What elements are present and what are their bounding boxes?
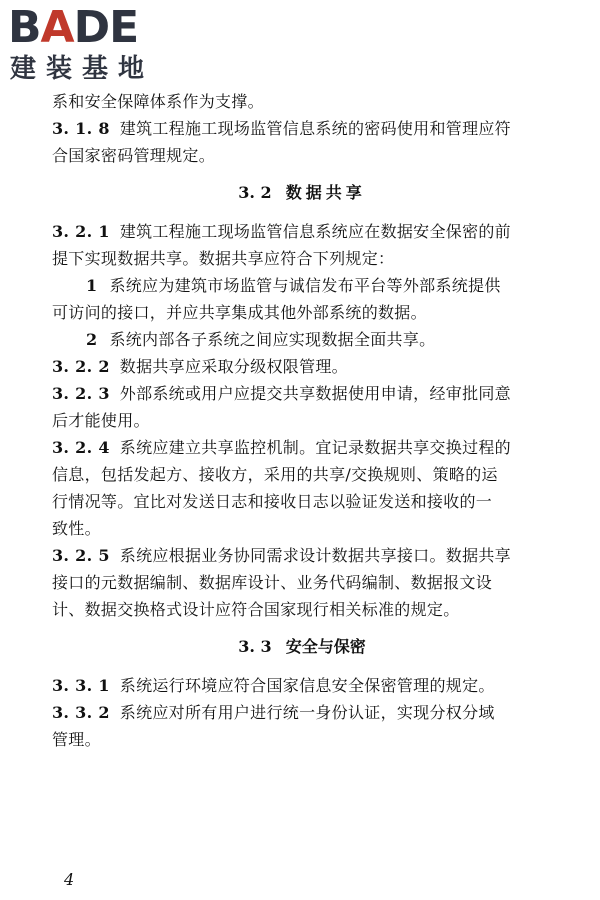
- logo-subtitle: 建装基地: [10, 54, 155, 84]
- section-title: 安全与保密: [285, 637, 366, 656]
- clause-3-2-3: [52, 380, 552, 434]
- clause-text: 接口的元数据编制、数据库设计、业务代码编制、数据报文设: [52, 573, 493, 592]
- logo-letter-b: B: [8, 2, 41, 53]
- clause-text: 提下实现数据共享。数据共享应符合下列规定：: [52, 249, 395, 268]
- clause-text: 信息，包括发起方、接收方，采用的共享/交换规则、策略的运: [52, 465, 498, 484]
- clause-number: 3. 2. 3: [52, 384, 110, 403]
- clause-text: 合国家密码管理规定。: [52, 146, 216, 165]
- document-body: [52, 88, 552, 753]
- clause-3-2-2: [52, 353, 552, 380]
- logo-wordmark: [8, 4, 138, 52]
- clause-number: 3. 3. 1: [52, 676, 110, 695]
- clause-number: 3. 1. 8: [52, 119, 110, 138]
- clause-text: 建筑工程施工现场监管信息系统应在数据安全保密的前: [119, 222, 511, 241]
- clause-3-3-2: [52, 699, 552, 753]
- section-heading-3-3: [52, 633, 552, 660]
- item-text: 系统应为建筑市场监管与诚信发布平台等外部系统提供: [109, 276, 501, 295]
- clause-text: 计、数据交换格式设计应符合国家现行相关标准的规定。: [52, 600, 460, 619]
- clause-3-1-8: [52, 115, 552, 169]
- item-text: 可访问的接口，并应共享集成其他外部系统的数据。: [52, 303, 427, 322]
- clause-text: 建筑工程施工现场监管信息系统的密码使用和管理应符: [119, 119, 511, 138]
- clause-text: 数据共享应采取分级权限管理。: [119, 357, 348, 376]
- page-number: 4: [64, 870, 75, 889]
- clause-number: 3. 2. 4: [52, 438, 110, 457]
- clause-3-2-4: [52, 434, 552, 542]
- clause-3-2-1: [52, 218, 552, 272]
- logo-letters-de: DE: [73, 2, 139, 53]
- clause-number: 3. 2. 1: [52, 222, 110, 241]
- item-number: 2: [86, 330, 98, 349]
- clause-text: 系统应建立共享监控机制。宜记录数据共享交换过程的: [119, 438, 511, 457]
- logo-letter-a: A: [40, 2, 74, 53]
- clause-3-2-5: [52, 542, 552, 623]
- clause-text: 系统运行环境应符合国家信息安全保密管理的规定。: [119, 676, 495, 695]
- section-title: 数据共享: [285, 183, 366, 202]
- clause-text: 系统应对所有用户进行统一身份认证，实现分权分域: [119, 703, 495, 722]
- list-item-1: [52, 272, 552, 326]
- item-number: 1: [86, 276, 98, 295]
- clause-text: 后才能使用。: [52, 411, 150, 430]
- clause-text: 外部系统或用户应提交共享数据使用申请，经审批同意: [119, 384, 511, 403]
- clause-text: 行情况等。宜比对发送日志和接收日志以验证发送和接收的一: [52, 492, 493, 511]
- item-text: 系统内部各子系统之间应实现数据全面共享。: [109, 330, 436, 349]
- brand-logo: [8, 4, 178, 86]
- section-number: 3. 2: [238, 183, 272, 202]
- clause-text: 管理。: [52, 730, 101, 749]
- section-heading-3-2: [52, 179, 552, 206]
- clause-text: 致性。: [52, 519, 101, 538]
- clause-3-3-1: [52, 672, 552, 699]
- clause-number: 3. 2. 5: [52, 546, 110, 565]
- intro-line: 系和安全保障体系作为支撑。: [52, 92, 264, 111]
- list-item-2: [52, 326, 552, 353]
- clause-text: 系统应根据业务协同需求设计数据共享接口。数据共享: [119, 546, 511, 565]
- clause-number: 3. 3. 2: [52, 703, 110, 722]
- clause-number: 3. 2. 2: [52, 357, 110, 376]
- section-number: 3. 3: [238, 637, 272, 656]
